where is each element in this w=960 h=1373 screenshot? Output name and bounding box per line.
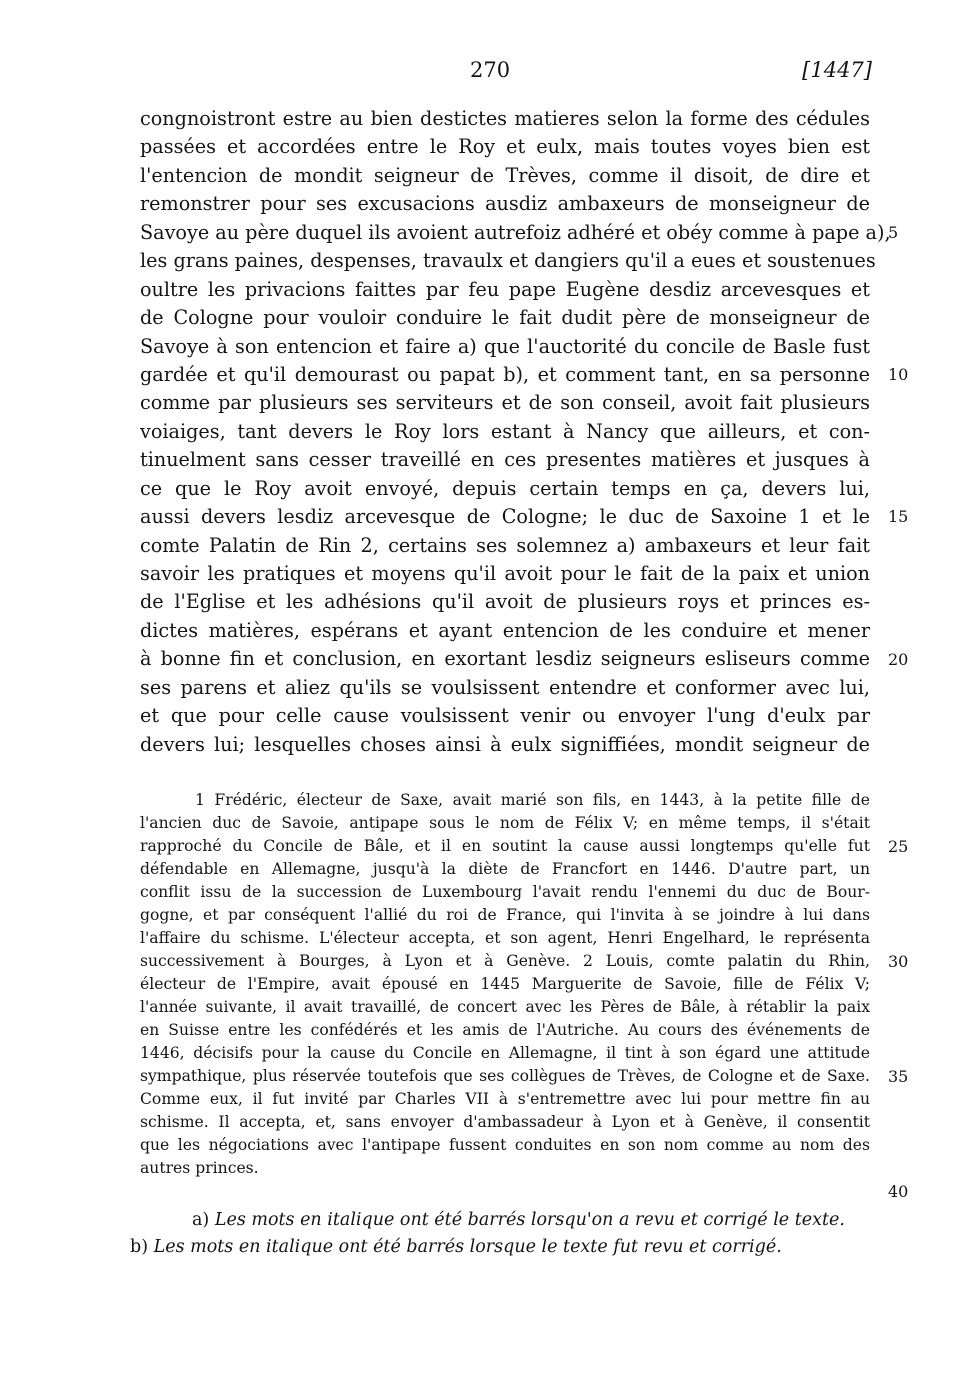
text-line: devers lui; lesquelles choses ainsi à eulx signiffiées, mondit seigneur de bbox=[140, 732, 870, 756]
text-line: de l'Eglise et les adhésions qu'il avoit de plusieurs roys et princes es- bbox=[140, 590, 870, 614]
text-line: Savoye à son entencion et faire a) que l'auctorité du concile de Basle fust bbox=[140, 334, 870, 358]
footnote-line: en Suisse entre les confédérés et les amis de l'Autriche. Au cours des événements de bbox=[140, 1021, 870, 1039]
text-line: ce que le Roy avoit envoyé, depuis certain temps en ça, devers lui, bbox=[140, 476, 870, 500]
text-line: à bonne fin et conclusion, en exortant lesdiz seigneurs esliseurs comme bbox=[140, 647, 870, 671]
footnote-line: schisme. Il accepta, et, sans envoyer d'ambassadeur à Lyon et à Genève, il consentit bbox=[140, 1113, 870, 1131]
footnote-line: défendable en Allemagne, jusqu'à la diète de Francfort en 1446. D'autre part, un bbox=[140, 860, 870, 878]
footnote-line: conflit issu de la succession de Luxembourg l'avait rendu l'ennemi du duc de Bour- bbox=[140, 883, 870, 901]
line-number: 25 bbox=[888, 837, 909, 856]
footnote-line: l'ancien duc de Savoie, antipape sous le nom de Félix V; en même temps, il s'était bbox=[140, 814, 870, 832]
text-line: tinuelment sans cesser traveillé en ces presentes matières et jusques à bbox=[140, 448, 870, 472]
text-line: gardée et qu'il demourast ou papat b), et comment tant, en sa personne bbox=[140, 362, 870, 386]
footnotes bbox=[140, 789, 870, 1180]
text-line: oultre les privacions faittes par feu pape Eugène desdiz arcevesques et bbox=[140, 277, 870, 301]
line-number: 35 bbox=[888, 1067, 909, 1086]
footnote-line: 1446, décisifs pour la cause du Concile en Allemagne, il tint à son égard une attitude bbox=[140, 1044, 870, 1062]
footnote-line: autres princes. bbox=[140, 1159, 259, 1177]
line-number: 40 bbox=[888, 1182, 909, 1201]
text-line: congnoistront estre au bien destictes matieres selon la forme des cédules bbox=[140, 107, 870, 130]
footnote-line: électeur de l'Empire, avait épousé en 1445 Marguerite de Savoie, fille de Félix V; bbox=[140, 975, 870, 993]
line-number: 30 bbox=[888, 952, 909, 971]
page-year: [1447] bbox=[802, 58, 872, 82]
text-line: de Cologne pour vouloir conduire le fait dudit père de monseigneur de bbox=[140, 306, 870, 330]
text-line: savoir les pratiques et moyens qu'il avoit pour le fait de la paix et union bbox=[140, 562, 870, 585]
text-line: comte Palatin de Rin 2, certains ses solemnez a) ambaxeurs et leur fait bbox=[140, 533, 870, 557]
note-a-text: Les mots en italique ont été barrés lorsqu'on a revu et corrigé le texte. bbox=[214, 1210, 845, 1230]
line-number: 5 bbox=[888, 222, 899, 242]
footnote-line: sympathique, plus réservée toutefois que ses collègues de Trèves, de Cologne et de Saxe. bbox=[140, 1067, 870, 1085]
text-line: et que pour celle cause voulsissent venir ou envoyer l'ung d'eulx par bbox=[140, 704, 870, 728]
main-text bbox=[140, 105, 891, 759]
footnote-line: rapproché du Concile de Bâle, et il en soutint la cause aussi longtemps qu'elle fut bbox=[140, 837, 870, 855]
text-line: passées et accordées entre le Roy et eulx, mais toutes voyes bien est bbox=[140, 135, 870, 159]
text-line: remonstrer pour ses excusacions ausdiz ambaxeurs de monseigneur de bbox=[140, 192, 870, 216]
note-b bbox=[130, 1234, 870, 1261]
page-number: 270 bbox=[470, 58, 511, 82]
footnote-line: que les négociations avec l'antipape fussent conduites en son nom comme au nom des bbox=[140, 1136, 870, 1154]
footnote-line: gogne, et par conséquent l'allié du roi de France, qui l'invita à se joindre à lui dans bbox=[140, 906, 870, 924]
text-line: aussi devers lesdiz arcevesque de Cologne; le duc de Saxoine 1 et le bbox=[140, 505, 870, 529]
note-a-mark: a) bbox=[192, 1210, 210, 1230]
editorial-notes bbox=[130, 1207, 870, 1261]
footnote-line: Comme eux, il fut invité par Charles VII à s'entremettre avec lui pour mettre fin au bbox=[140, 1090, 870, 1108]
line-number: 10 bbox=[888, 365, 909, 385]
text-line: Savoye au père duquel ils avoient autrefoiz adhéré et obéy comme à pape a), bbox=[140, 220, 891, 244]
note-b-text: Les mots en italique ont été barrés lorsque le texte fut revu et corrigé. bbox=[153, 1237, 782, 1257]
footnote-line: 1 Frédéric, électeur de Saxe, avait marié son fils, en 1443, à la petite fille de bbox=[195, 791, 870, 809]
text-line: l'entencion de mondit seigneur de Trèves, comme il disoit, de dire et bbox=[140, 163, 870, 187]
line-number: 15 bbox=[888, 507, 909, 527]
note-b-mark: b) bbox=[130, 1237, 149, 1257]
line-number: 20 bbox=[888, 649, 909, 669]
text-line: dictes matières, espérans et ayant entencion de les conduire et mener bbox=[140, 618, 870, 642]
text-line: ses parens et aliez qu'ils se voulsissent entendre et conformer avec lui, bbox=[140, 675, 870, 699]
text-line: comme par plusieurs ses serviteurs et de son conseil, avoit fait plusieurs bbox=[140, 391, 870, 415]
footnote-line: l'année suivante, il avait travaillé, de concert avec les Pères de Bâle, à rétablir la paix bbox=[140, 998, 870, 1016]
footnote-line: successivement à Bourges, à Lyon et à Genève. 2 Louis, comte palatin du Rhin, bbox=[140, 952, 870, 970]
note-a bbox=[130, 1207, 870, 1234]
text-line: les grans paines, despenses, travaulx et dangiers qu'il a eues et soustenues bbox=[140, 249, 876, 273]
text-line: voiaiges, tant devers le Roy lors estant à Nancy que ailleurs, et con- bbox=[140, 419, 870, 443]
footnote-line: l'affaire du schisme. L'électeur accepta, et son agent, Henri Engelhard, le représenta bbox=[140, 929, 870, 947]
